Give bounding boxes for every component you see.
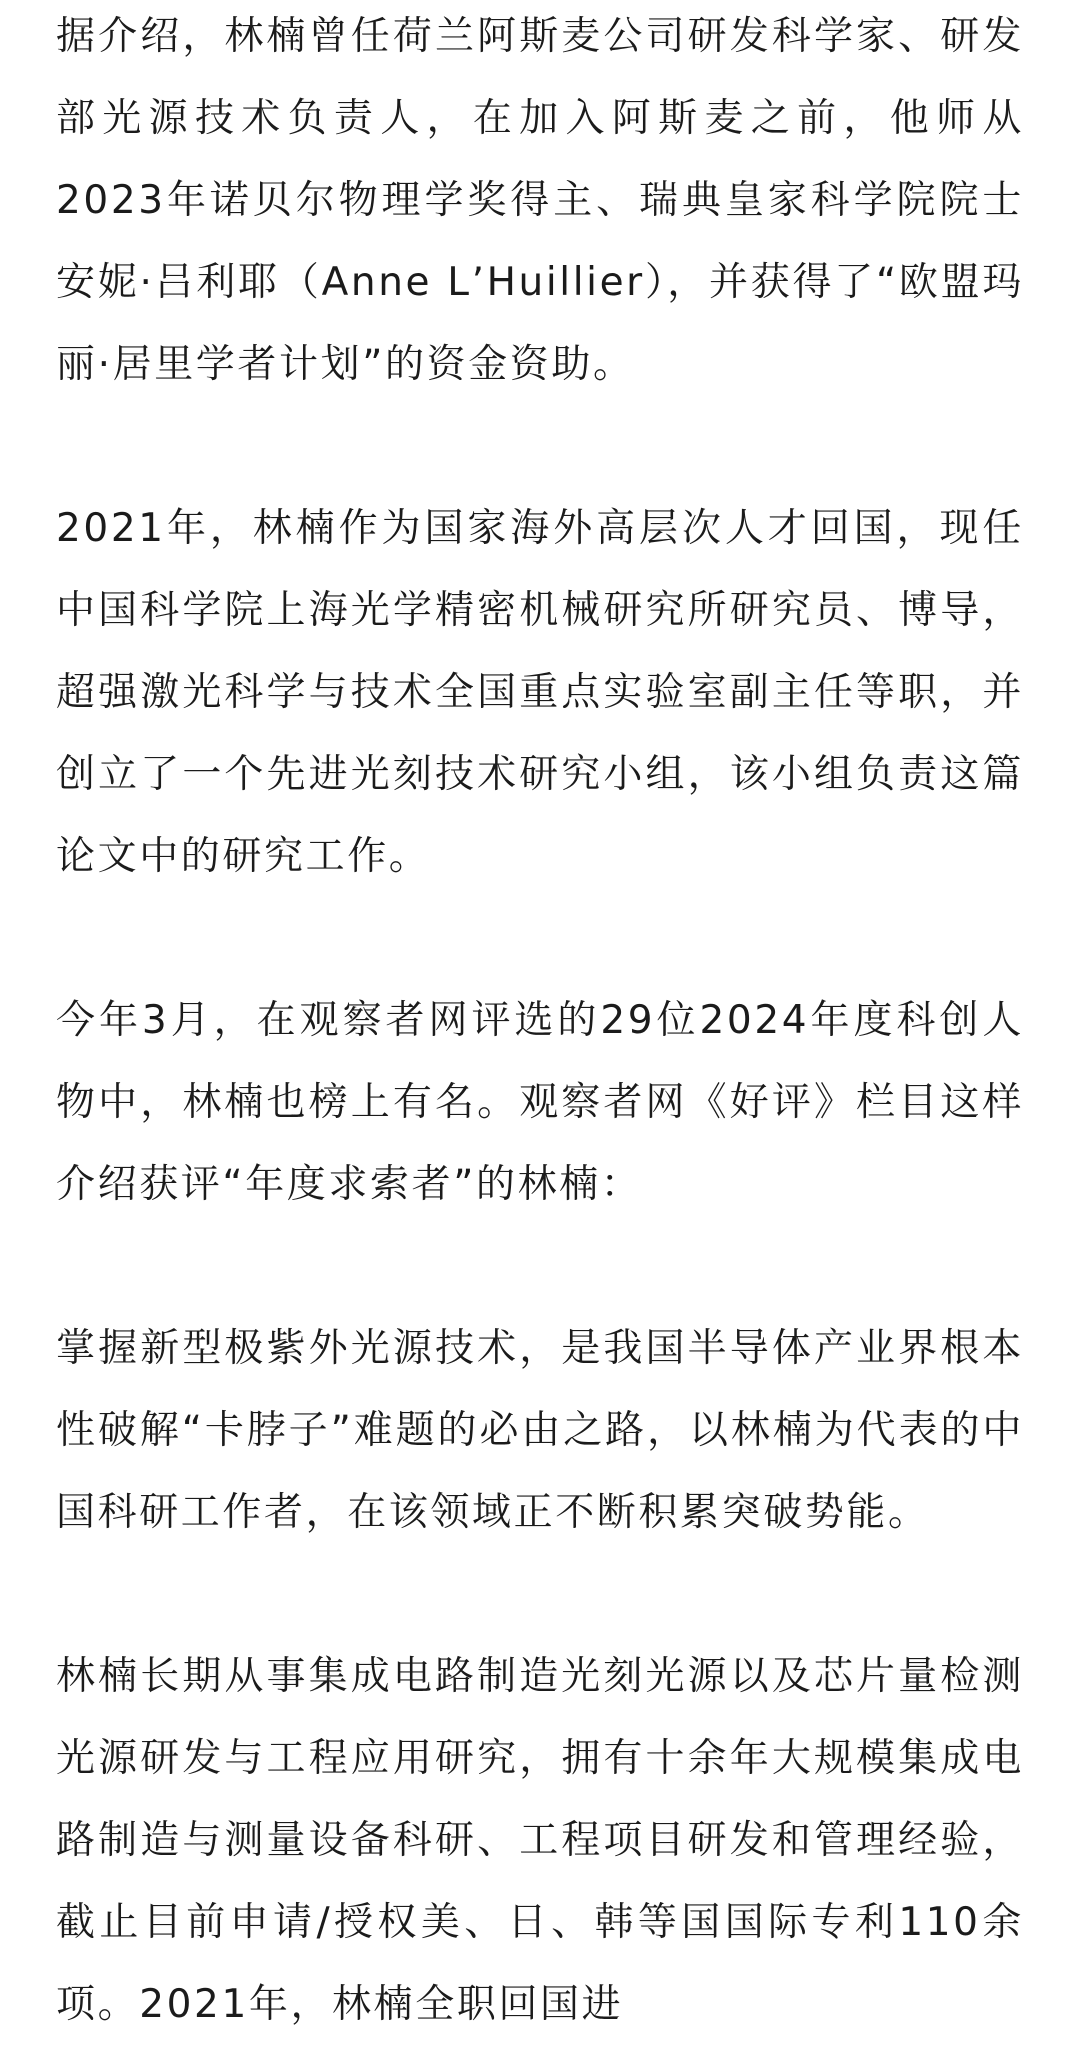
article-paragraph: 掌握新型极紫外光源技术，是我国半导体产业界根本性破解“卡脖子”难题的必由之路，以林楠为代表的中国科研工作者，在该领域正不断积累突破势能。 — [56, 1326, 1024, 1535]
article-body — [56, 0, 1024, 2046]
article-paragraph: 今年3月，在观察者网评选的29位2024年度科创人物中，林楠也榜上有名。观察者网《好评》栏目这样介绍获评“年度求索者”的林楠： — [56, 998, 1024, 1207]
article-paragraph: 据介绍，林楠曾任荷兰阿斯麦公司研发科学家、研发部光源技术负责人，在加入阿斯麦之前，他师从2023年诺贝尔物理学奖得主、瑞典皇家科学院院士安妮·吕利耶（Anne L’Huillier），并获得了“欧盟玛丽·居里学者计划”的资金资助。 — [56, 14, 1024, 387]
article-paragraph: 林楠长期从事集成电路制造光刻光源以及芯片量检测光源研发与工程应用研究，拥有十余年大规模集成电路制造与测量设备科研、工程项目研发和管理经验，截止目前申请/授权美、日、韩等国国际专利110余项。2021年，林楠全职回国进 — [56, 1654, 1024, 2027]
article-paragraph: 2021年，林楠作为国家海外高层次人才回国，现任中国科学院上海光学精密机械研究所研究员、博导，超强激光科学与技术全国重点实验室副主任等职，并创立了一个先进光刻技术研究小组，该小组负责这篇论文中的研究工作。 — [56, 506, 1024, 879]
